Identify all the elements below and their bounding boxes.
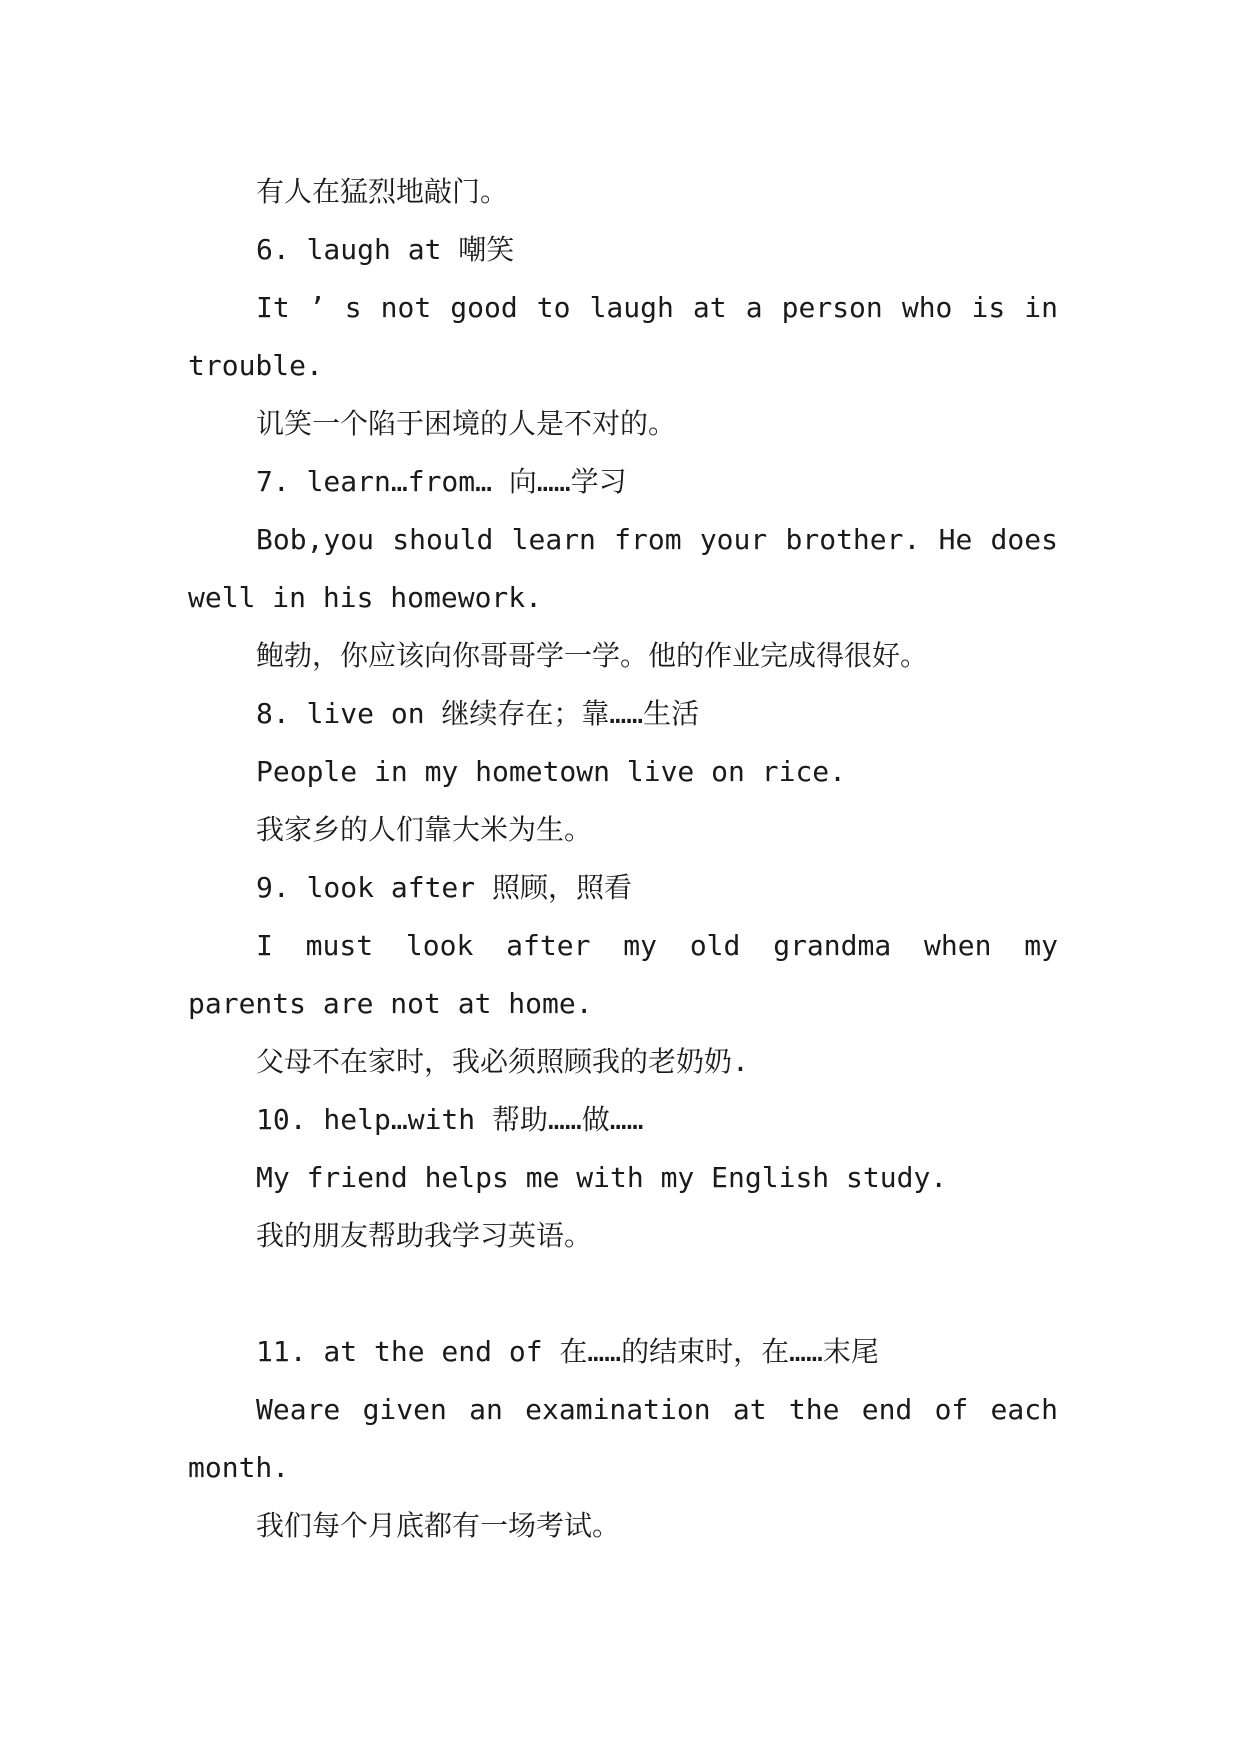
example-sentence: It ’ s not good to laugh at a person who is in trouble. [188,291,1075,382]
phrase-heading: 11. at the end of 在……的结束时，在……末尾 [256,1335,879,1368]
document-body [188,163,1075,1555]
example-sentence: My friend helps me with my English study. [256,1161,948,1194]
phrase-heading: 10. help…with 帮助……做…… [256,1103,644,1136]
phrase-heading: 8. live on 继续存在；靠……生活 [256,697,700,730]
phrase-heading: 6. laugh at 嘲笑 [256,233,515,266]
example-sentence: I must look after my old grandma when my parents are not at home. [188,929,1075,1020]
phrase-heading: 7. learn…from… 向……学习 [256,465,627,498]
sentence-translation: 我的朋友帮助我学习英语。 [256,1219,593,1252]
sentence-translation: 我们每个月底都有一场考试。 [256,1509,621,1542]
sentence-translation: 父母不在家时，我必须照顾我的老奶奶. [256,1045,749,1078]
sentence-translation: 讥笑一个陷于困境的人是不对的。 [256,407,677,440]
example-sentence: People in my hometown live on rice. [256,755,847,788]
sentence-translation: 鲍勃，你应该向你哥哥学一学。他的作业完成得很好。 [256,639,929,672]
phrase-heading: 9. look after 照顾，照看 [256,871,633,904]
example-sentence: Weare given an examination at the end of each month. [188,1393,1075,1484]
sentence-translation: 有人在猛烈地敲门。 [256,175,509,208]
example-sentence: Bob,you should learn from your brother. He does well in his homework. [188,523,1075,614]
blank-line [188,1265,1058,1323]
sentence-translation: 我家乡的人们靠大米为生。 [256,813,593,846]
